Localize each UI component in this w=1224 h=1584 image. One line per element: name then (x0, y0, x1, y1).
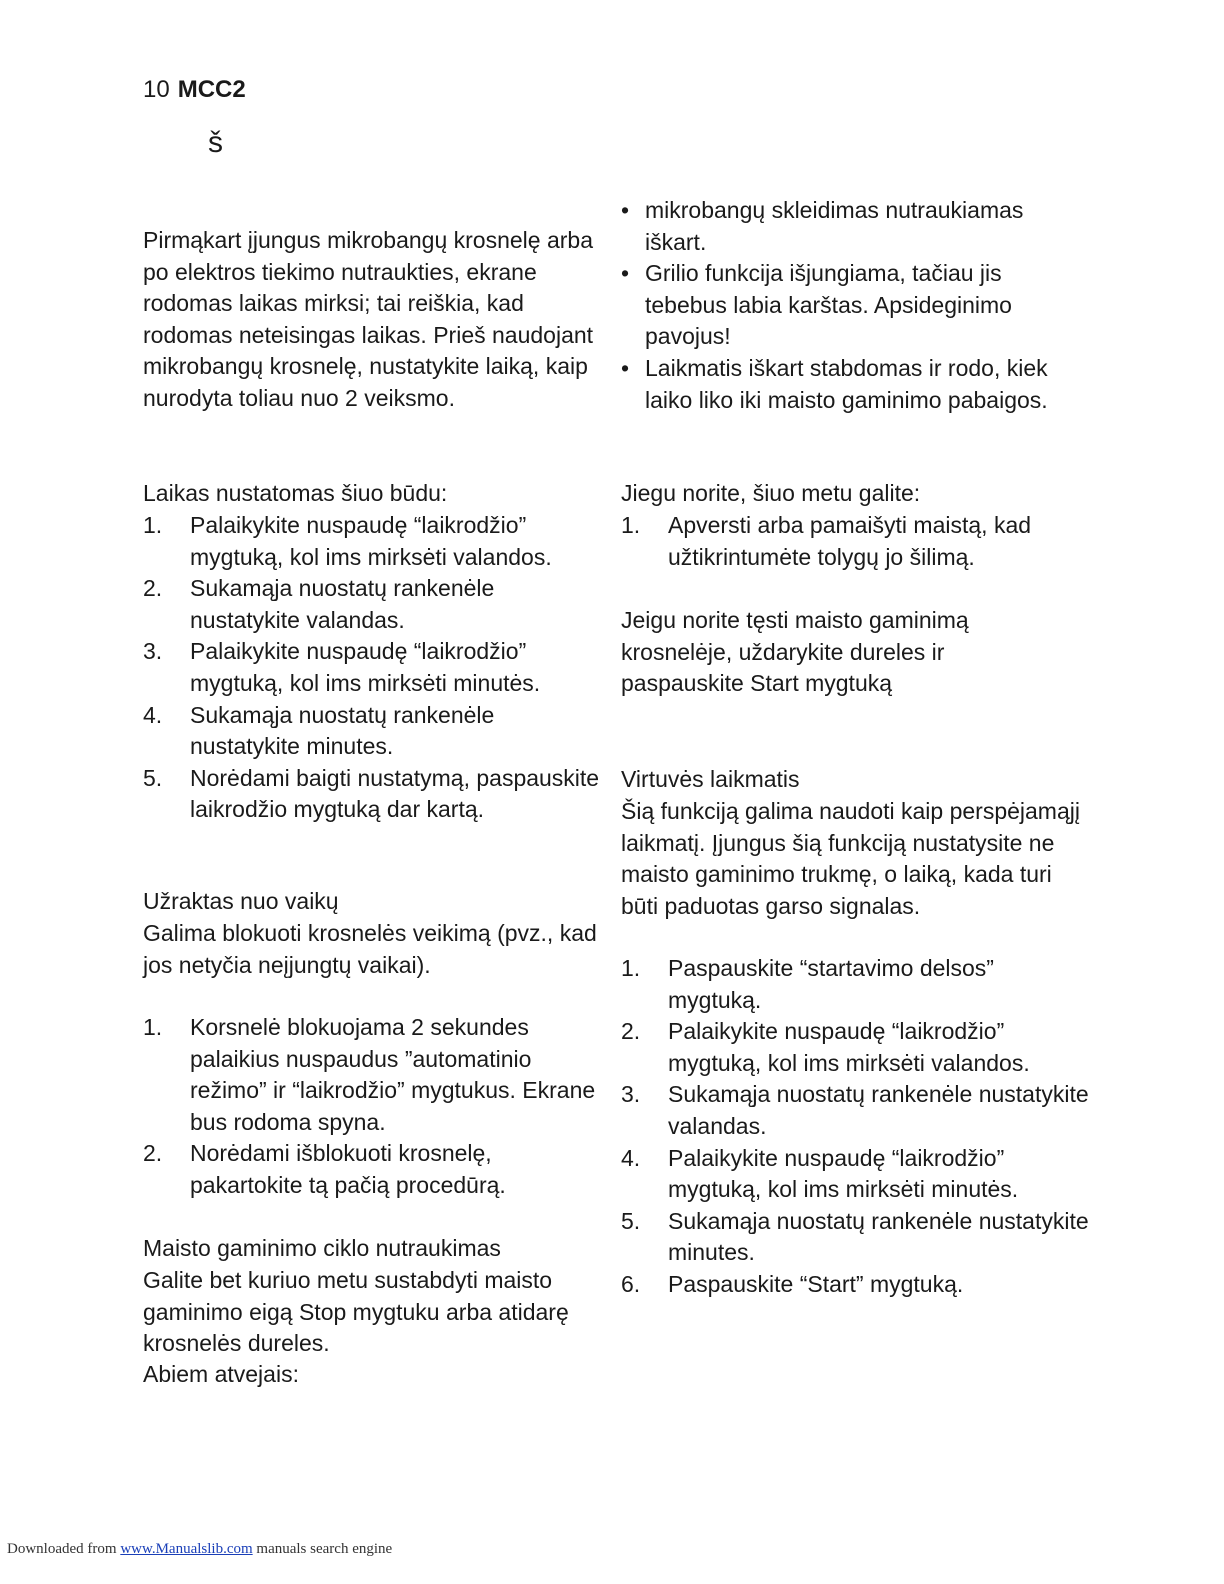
page-header (143, 76, 246, 104)
section-symbol: š (208, 126, 223, 159)
list-item: 1. Paspauskite “startavimo delsos” mygtuką. (621, 955, 994, 1013)
list-item: • Grilio funkcija išjungiama, tačiau jis tebebus labia karštas. Apsideginimo pavojus! (621, 260, 1012, 350)
list-item: 1. Palaikykite nuspaudę “laikrodžio” mygtuką, kol ims mirksėti valandos. (143, 512, 552, 570)
list-item: 2. Norėdami išblokuoti krosnelę, pakartokite tą pačią procedūrą. (143, 1140, 506, 1198)
list-item: 1. Apversti arba pamaišyti maistą, kad užtikrintumėte tolygų jo šilimą. (621, 512, 1032, 570)
list-item: 4. Palaikykite nuspaudę “laikrodžio” mygtuką, kol ims mirksėti minutės. (621, 1144, 1019, 1203)
download-footer (7, 1541, 392, 1558)
list-item: 6. Paspauskite “Start” mygtuką. (621, 1270, 964, 1297)
kitchen-timer-steps (621, 953, 1091, 1301)
time-setting-steps (143, 510, 603, 826)
interrupt-text: Galite bet kuriuo metu sustabdyti maisto gaminimo eigą Stop mygtuku arba atidarę krosnelės dureles. (143, 1267, 569, 1357)
list-item: 5. Norėdami baigti nustatymą, paspauskite laikrodžio mygtuką dar kartą. (143, 764, 600, 823)
page-number: 10 (143, 76, 170, 103)
footer-suffix: manuals search engine (256, 1541, 393, 1557)
footer-prefix: Downloaded from (7, 1541, 117, 1557)
time-setting-lead: Laikas nustatomas šiuo būdu: (143, 480, 448, 506)
kitchen-timer-heading: Virtuvės laikmatis (621, 766, 800, 792)
child-lock-steps (143, 1012, 603, 1202)
child-lock-text: Galima blokuoti krosnelės veikimą (pvz., kad jos netyčia neįjungtų vaikai). (143, 920, 597, 978)
list-item: • mikrobangų skleidimas nutraukiamas iškart. (621, 197, 1024, 255)
list-item: 2. Palaikykite nuspaudę “laikrodžio” mygtuką, kol ims mirksėti valandos. (621, 1018, 1030, 1076)
interrupt-effects-list (621, 195, 1081, 416)
model-name: MCC2 (177, 76, 246, 103)
continue-text: Jeigu norite tęsti maisto gaminimą krosnelėje, uždarykite dureles ir paspauskite Start mygtuką (621, 607, 969, 697)
list-item: 1. Korsnelė blokuojama 2 sekundes palaikius nuspaudus ”automatinio režimo” ir “laikrodžio” mygtukus. Ekrane bus rodoma spyna. (143, 1014, 596, 1135)
list-item: 3. Sukamąja nuostatų rankenėle nustatykite valandas. (621, 1081, 1089, 1139)
list-item: • Laikmatis iškart stabdomas ir rodo, kiek laiko liko iki maisto gaminimo pabaigos. (621, 354, 1048, 413)
list-item: 4. Sukamąja nuostatų rankenėle nustatykite minutes. (143, 701, 495, 760)
interrupt-both-cases: Abiem atvejais: (143, 1361, 299, 1387)
manualslib-link[interactable]: www.Manualslib.com (120, 1541, 253, 1557)
intro-paragraph: Pirmąkart įjungus mikrobangų krosnelę arba po elektros tiekimo nutraukties, ekrane rodomas laikas mirksi; tai reiškia, kad rodomas neteisingas laikas. Prieš naudojant mikrobangų krosnelę, nustatykite laiką, kaip nurodyta toliau nuo 2 veiksmo. (143, 227, 594, 411)
child-lock-heading: Užraktas nuo vaikų (143, 888, 339, 914)
options-steps (621, 510, 1091, 573)
list-item: 5. Sukamąja nuostatų rankenėle nustatykite minutes. (621, 1207, 1089, 1266)
kitchen-timer-text: Šią funkciją galima naudoti kaip perspėjamąjį laikmatį. Įjungus šią funkciją nustatysite ne maisto gaminimo trukmę, o laiką, kada turi būti paduotas garso signalas. (621, 798, 1080, 919)
list-item: 2. Sukamąja nuostatų rankenėle nustatykite valandas. (143, 575, 495, 633)
interrupt-heading: Maisto gaminimo ciklo nutraukimas (143, 1235, 501, 1261)
options-lead: Jiegu norite, šiuo metu galite: (621, 480, 921, 506)
list-item: 3. Palaikykite nuspaudę “laikrodžio” mygtuką, kol ims mirksėti minutės. (143, 638, 541, 696)
